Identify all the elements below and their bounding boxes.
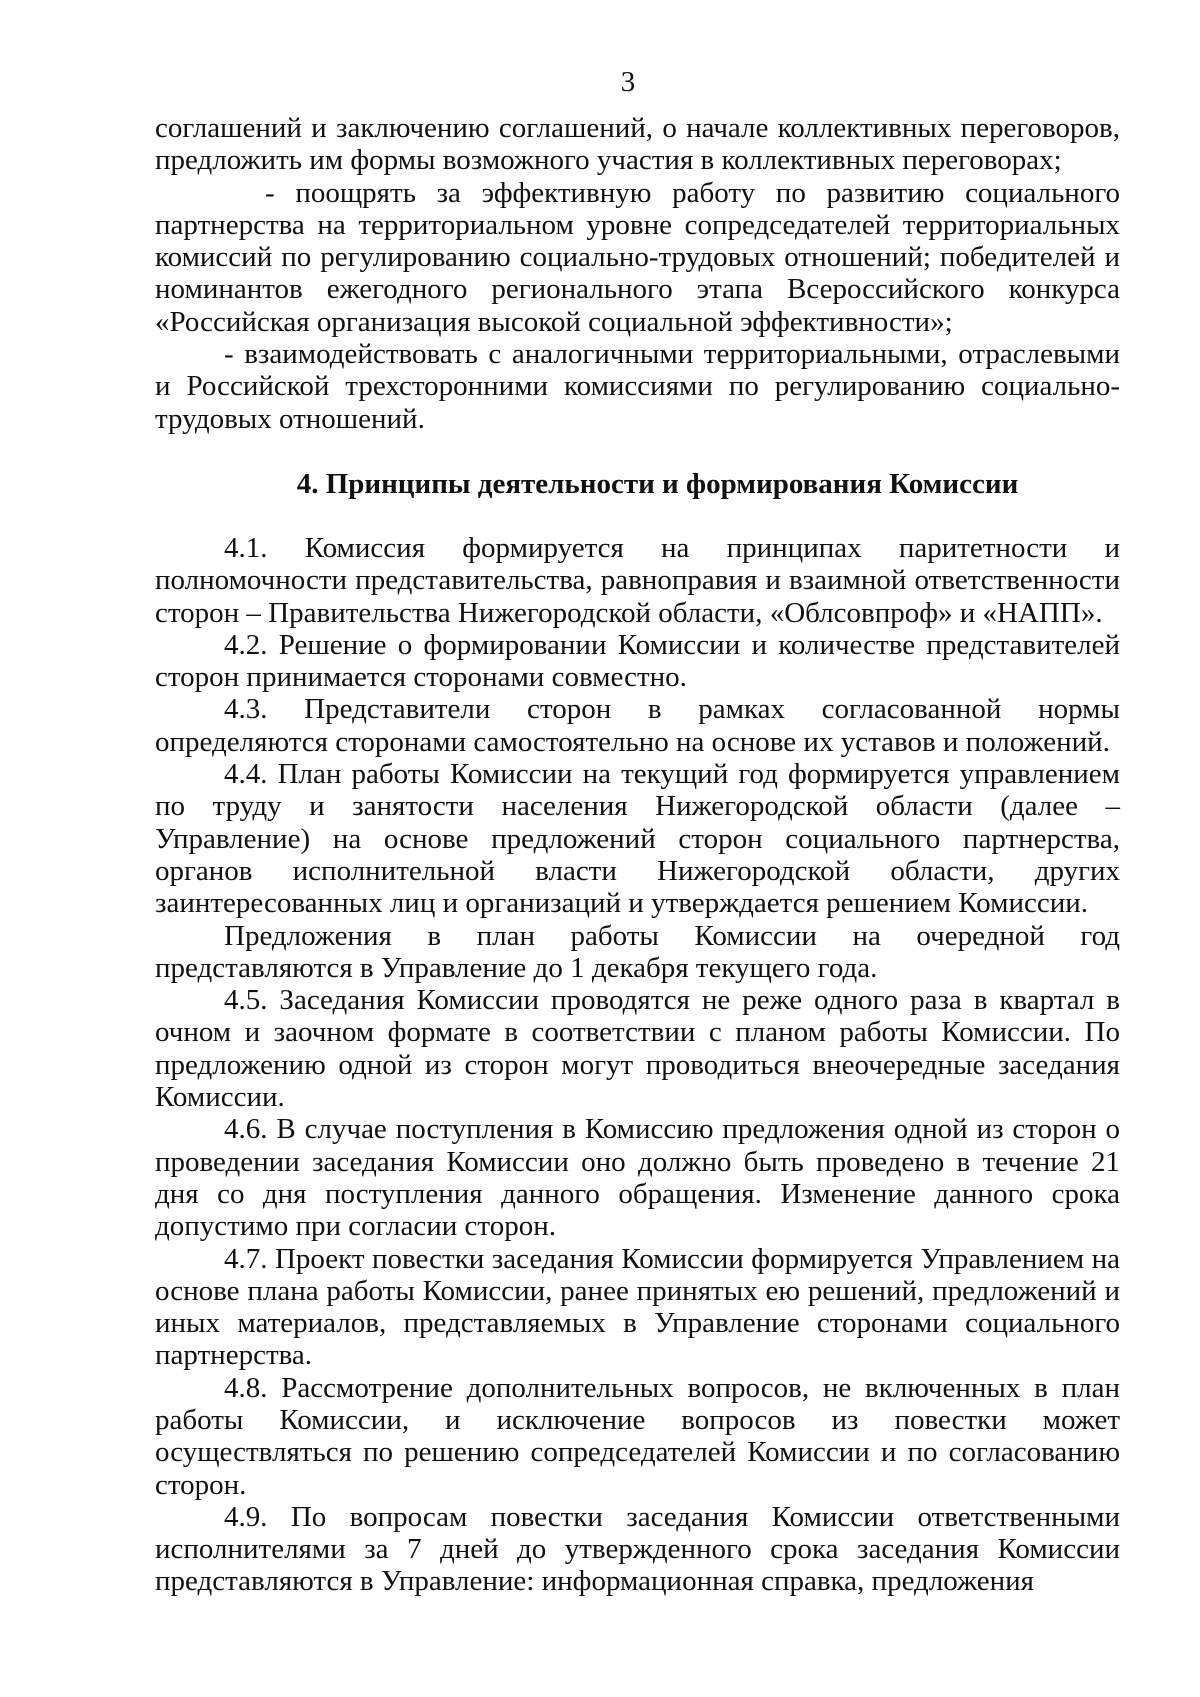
paragraph-4-7: 4.7. Проект повестки заседания Комиссии формируется Управлением на основе плана работы Комиссии, ранее принятых ею решений, предложений и иных материалов, представляемых в Управление сторонами социального партнерства. bbox=[155, 1242, 1120, 1372]
paragraph-4-4: 4.4. План работы Комиссии на текущий год формируется управлением по труду и занятости населения Нижегородской области (далее – Управление) на основе предложений сторон социального партнерства, органов исполнительной власти Нижегородской области, других заинтересованных лиц и организаций и утверждается решением Комиссии. bbox=[155, 758, 1120, 920]
paragraph-encourage: - поощрять за эффективную работу по развитию социального партнерства на территориальном уровне сопредседателей территориальных комиссий по регулированию социально-трудовых отношений; победителей и номинантов ежегодного регионального этапа Всероссийского конкурса «Российская организация высокой социальной эффективности»; bbox=[155, 176, 1120, 338]
paragraph-4-3: 4.3. Представители сторон в рамках согласованной нормы определяются сторонами самостоятельно на основе их уставов и положений. bbox=[155, 693, 1120, 758]
paragraph-4-5: 4.5. Заседания Комиссии проводятся не реже одного раза в квартал в очном и заочном формате в соответствии с планом работы Комиссии. По предложению одной из сторон могут проводиться внеочередные заседания Комиссии. bbox=[155, 984, 1120, 1114]
paragraph-4-2: 4.2. Решение о формировании Комиссии и количестве представителей сторон принимается сторонами совместно. bbox=[155, 628, 1120, 694]
paragraph-4-4-proposals: Предложения в план работы Комиссии на очередной год представляются в Управление до 1 декабря текущего года. bbox=[155, 919, 1120, 984]
paragraph-interact: - взаимодействовать с аналогичными территориальными, отраслевыми и Российской трехсторонними комиссиями по регулированию социально-трудовых отношений. bbox=[155, 338, 1120, 435]
paragraph-4-1: 4.1. Комиссия формируется на принципах паритетности и полномочности представительства, равноправия и взаимной ответственности сторон – Правительства Нижегородской области, «Облсовпроф» и «НАПП». bbox=[155, 531, 1120, 629]
page-number: 3 bbox=[620, 66, 636, 98]
paragraph-4-9: 4.9. По вопросам повестки заседания Комиссии ответственными исполнителями за 7 дней до утвержденного срока заседания Комиссии представляются в Управление: информационная справка, предложения bbox=[155, 1500, 1120, 1598]
paragraph-continuation: соглашений и заключению соглашений, о начале коллективных переговоров, предложить им формы возможного участия в коллективных переговорах; bbox=[155, 112, 1120, 177]
paragraph-4-6: 4.6. В случае поступления в Комиссию предложения одной из сторон о проведении заседания Комиссии оно должно быть проведено в течение 21 дня со дня поступления данного обращения. Изменение данного срока допустимо при согласии сторон. bbox=[155, 1113, 1120, 1243]
section-heading: 4. Принципы деятельности и формирования Комиссии bbox=[296, 467, 1019, 500]
paragraph-4-8: 4.8. Рассмотрение дополнительных вопросов, не включенных в план работы Комиссии, и исключение вопросов из повестки может осуществляться по решению сопредседателей Комиссии и по согласованию сторон. bbox=[155, 1371, 1120, 1501]
document-body bbox=[155, 112, 1120, 1598]
